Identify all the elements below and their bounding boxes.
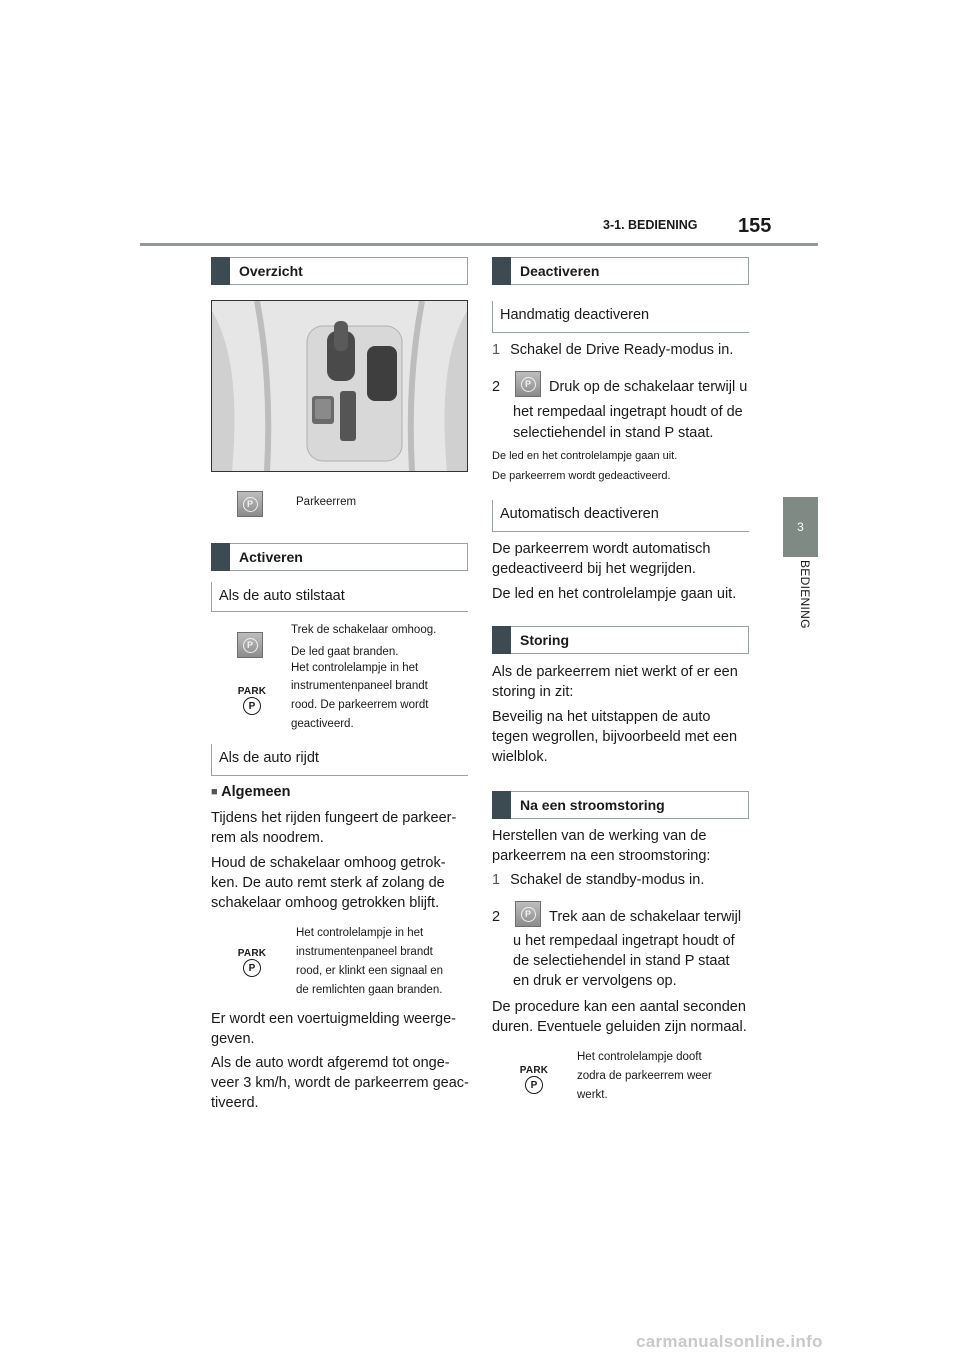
subheading-rijdt: Als de auto rijdt: [211, 744, 468, 776]
algemeen-heading: ■ Algemeen: [211, 784, 291, 800]
section-title-overzicht: Overzicht: [239, 263, 303, 279]
paragraph-noodrem: Tijdens het rijden fungeert de parkeer- rem als noodrem.: [211, 810, 457, 846]
subheading-automatisch: Automatisch deactiveren: [492, 500, 749, 532]
center-console-illustration: [212, 301, 467, 471]
paragraph-storing: Als de parkeerrem niet werkt of er een storing in zit: Beveilig na het uitstappen de auto tegen wegrollen, bijvoorbeeld met een wielblok.: [492, 664, 738, 765]
manual-step-2-rest: het rempedaal ingetrapt houdt of de selectiehendel in stand P staat.: [513, 404, 743, 441]
parkeerrem-label: Parkeerrem: [296, 496, 357, 508]
section-bar-storing: [492, 626, 749, 654]
restore-step-2-number: 2: [492, 909, 501, 925]
dooft-text: Het controlelampje dooft zodra de parkeerrem weer werkt.: [577, 1051, 712, 1101]
section-bar-stroomstoring: [492, 791, 749, 819]
page-number: 155: [738, 215, 772, 237]
subheading-stilstaat: Als de auto stilstaat: [211, 582, 468, 612]
watermark: carmanualsonline.info: [636, 1332, 823, 1351]
paragraph-afgeremd: Als de auto wordt afgeremd tot onge- veer 3 km/h, wordt de parkeerrem geac- tiveerd.: [211, 1055, 469, 1111]
section-bar-activeren: [211, 543, 468, 571]
parking-brake-switch-icon: P: [515, 901, 541, 927]
section-bar-deactiveren: [492, 257, 749, 285]
parking-brake-switch-icon: P: [515, 371, 541, 397]
restore-step-2-rest: u het rempedaal ingetrapt houdt of de selectiehendel in stand P staat en druk er vervolgens op.: [513, 933, 735, 989]
manual-step-2-line1: Druk op de schakelaar terwijl u: [549, 379, 748, 395]
manual-step-1: 1 Schakel de Drive Ready-modus in.: [492, 342, 734, 358]
warning-text: Het controlelampje in het instrumentenpaneel brandt rood, er klinkt een signaal en de remlichten gaan branden.: [296, 927, 444, 996]
restore-step-1: 1 Schakel de standby-modus in.: [492, 872, 705, 888]
manual-step-2-number: 2: [492, 379, 501, 395]
restore-step-2-line1: Trek aan de schakelaar terwijl: [549, 909, 742, 925]
chapter-tab-label: BEDIENING: [798, 560, 812, 629]
section-title-activeren: Activeren: [239, 549, 303, 565]
park-warning-icon: PARK P: [517, 1065, 551, 1099]
paragraph-procedure: De procedure kan een aantal seconden duren. Eventuele geluiden zijn normaal.: [492, 999, 747, 1035]
parking-brake-switch-icon: P: [237, 632, 263, 658]
paragraph-voertuigmelding: Er wordt een voertuigmelding weerge- geven.: [211, 1011, 457, 1047]
chapter-tab: [783, 497, 818, 557]
activate-instructions: Trek de schakelaar omhoog. De led gaat branden. Het controlelampje in het instrumentenpaneel brandt rood. De parkeerrem wordt geactiveerd.: [291, 624, 437, 730]
section-title-deactiveren: Deactiveren: [520, 263, 600, 279]
park-warning-icon: PARK P: [235, 948, 269, 982]
paragraph-schakelaar: Houd de schakelaar omhoog getrok- ken. De auto remt sterk af zolang de schakelaar omhoog getrokken blijft.: [211, 855, 446, 911]
parking-brake-switch-icon: P: [237, 491, 263, 517]
park-warning-icon: PARK P: [235, 686, 269, 720]
section-title-stroomstoring: Na een stroomstoring: [520, 797, 665, 813]
section-title-storing: Storing: [520, 632, 569, 648]
paragraph-automatisch: De parkeerrem wordt automatisch gedeactiveerd bij het wegrijden. De led en het controlelampje gaan uit.: [492, 541, 737, 602]
chapter-header: 3-1. BEDIENING: [603, 218, 698, 232]
console-photo: [211, 300, 468, 472]
paragraph-herstellen: Herstellen van de werking van de parkeerrem na een stroomstoring:: [492, 828, 711, 864]
manual-notes: De led en het controlelampje gaan uit. De parkeerrem wordt gedeactiveerd.: [492, 450, 678, 482]
header-rule: [140, 243, 818, 246]
section-bar-overzicht: [211, 257, 468, 285]
subheading-handmatig: Handmatig deactiveren: [492, 301, 749, 333]
chapter-tab-number: 3: [797, 520, 804, 534]
